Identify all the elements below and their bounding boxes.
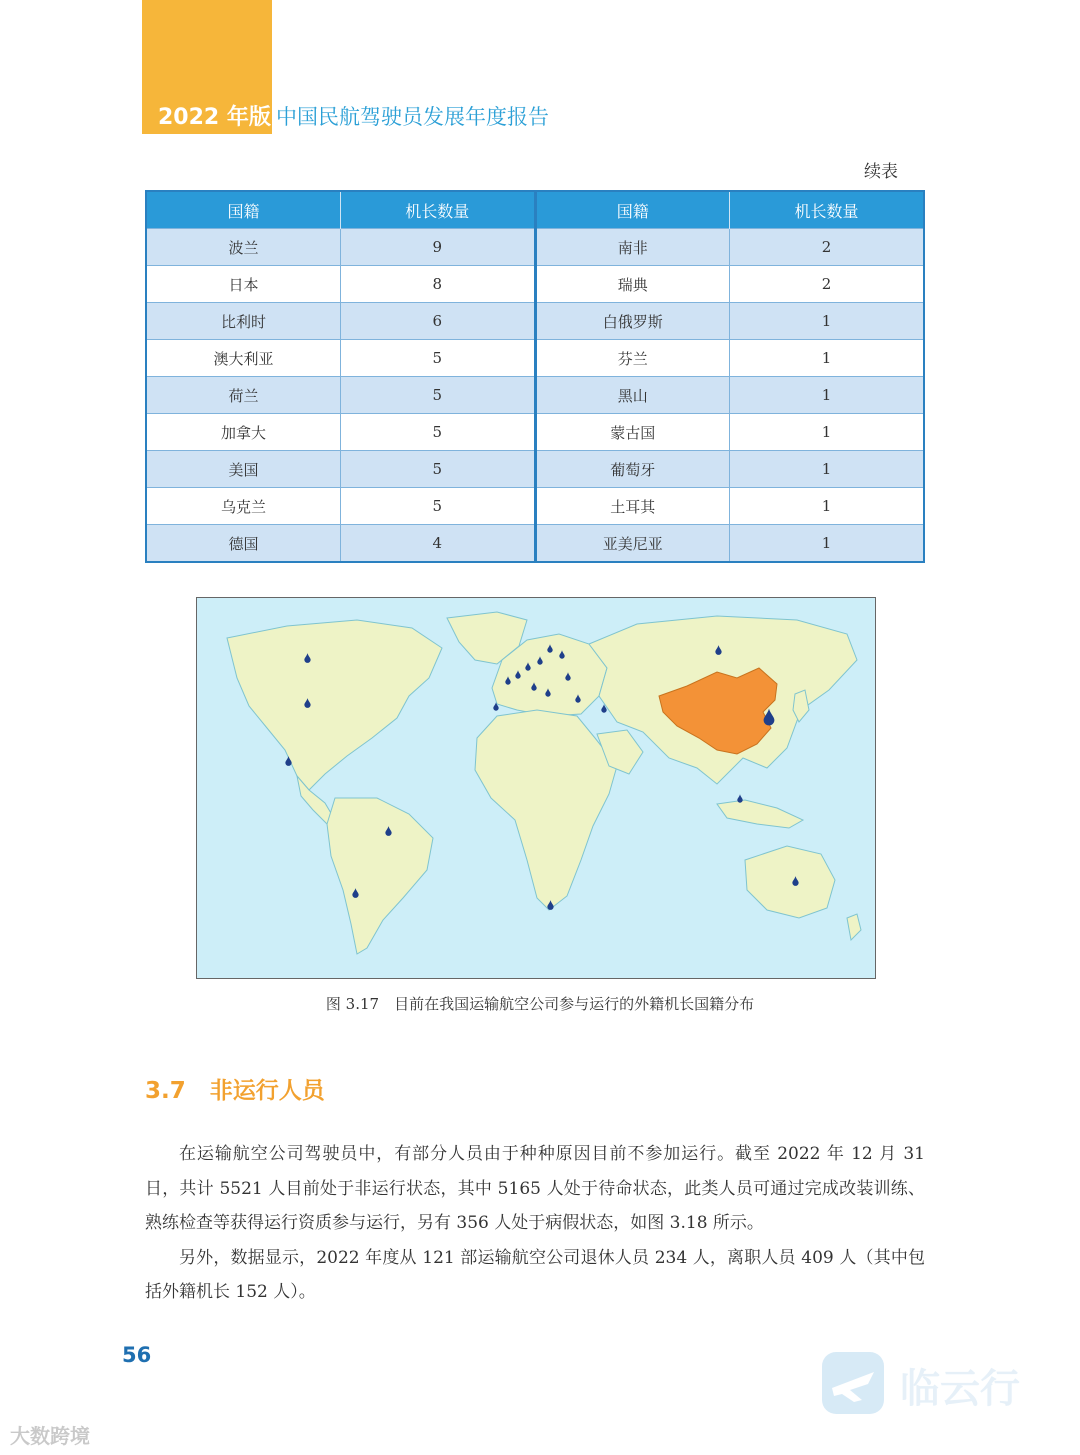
cell-count: 4 [341,525,536,563]
cell-nationality: 亚美尼亚 [535,525,730,563]
cell-nationality: 美国 [146,451,341,488]
cell-nationality: 澳大利亚 [146,340,341,377]
figure-caption: 图 3.17 目前在我国运输航空公司参与运行的外籍机长国籍分布 [325,995,755,1013]
watermark-left: 大数跨境 [10,1424,90,1448]
nationality-table [145,190,925,563]
paragraph: 另外，数据显示，2022 年度从 121 部运输航空公司退休人员 234 人，离职人员 409 人（其中包括外籍机长 152 人）。 [145,1247,925,1302]
header-nationality: 国籍 [146,191,341,229]
section-heading [145,1072,325,1105]
cell-nationality: 蒙古国 [535,414,730,451]
cell-nationality: 荷兰 [146,377,341,414]
section-title: 非运行人员 [209,1078,325,1104]
cell-count: 5 [341,414,536,451]
cell-count: 9 [341,229,536,266]
cell-count: 1 [730,451,925,488]
cell-count: 1 [730,414,925,451]
cell-nationality: 黑山 [535,377,730,414]
watermark-right-text: 临云行 [900,1366,1020,1412]
watermark-logo-icon [820,1350,1060,1430]
cell-nationality: 波兰 [146,229,341,266]
cell-count: 1 [730,525,925,563]
section-body [145,1137,925,1310]
cell-count: 1 [730,377,925,414]
cell-nationality: 葡萄牙 [535,451,730,488]
table-row [146,451,924,488]
cell-nationality: 白俄罗斯 [535,303,730,340]
cell-count: 1 [730,303,925,340]
cell-count: 1 [730,340,925,377]
cell-count: 6 [341,303,536,340]
watermark-right [820,1350,1060,1430]
world-map-graphic [197,598,875,978]
section-number: 3.7 [145,1078,186,1104]
cell-count: 2 [730,266,925,303]
table-row [146,303,924,340]
table-row [146,377,924,414]
cell-count: 5 [341,488,536,525]
cell-nationality: 日本 [146,266,341,303]
cell-count: 8 [341,266,536,303]
header-captain-count: 机长数量 [730,191,925,229]
table-row [146,525,924,563]
table-row [146,488,924,525]
cell-count: 2 [730,229,925,266]
cell-count: 5 [341,451,536,488]
header-captain-count: 机长数量 [341,191,536,229]
cell-nationality: 乌克兰 [146,488,341,525]
table-row [146,414,924,451]
cell-count: 5 [341,340,536,377]
header-nationality: 国籍 [535,191,730,229]
cell-nationality: 芬兰 [535,340,730,377]
table-row [146,340,924,377]
table-header-row [146,191,924,229]
table-row [146,266,924,303]
cell-nationality: 南非 [535,229,730,266]
cell-nationality: 德国 [146,525,341,563]
cell-nationality: 比利时 [146,303,341,340]
cell-nationality: 瑞典 [535,266,730,303]
cell-count: 5 [341,377,536,414]
cell-nationality: 加拿大 [146,414,341,451]
report-year: 2022 年版 [158,105,271,130]
page-number: 56 [122,1343,152,1367]
cell-nationality: 土耳其 [535,488,730,525]
paragraph: 在运输航空公司驾驶员中，有部分人员由于种种原因目前不参加运行。截至 2022 年 12 月 31 日，共计 5521 人目前处于非运行状态，其中 5165 人处于待命状态，此类人员可通过完成改装训练、熟练检查等获得运行资质参与运行，另有 356 人处于病假状态，如图 3.18 所示。 [145,1144,925,1233]
report-title: 中国民航驾驶员发展年度报告 [276,105,549,129]
world-map [196,597,876,979]
table-continued-label: 续表 [864,162,898,182]
table-row [146,229,924,266]
cell-count: 1 [730,488,925,525]
